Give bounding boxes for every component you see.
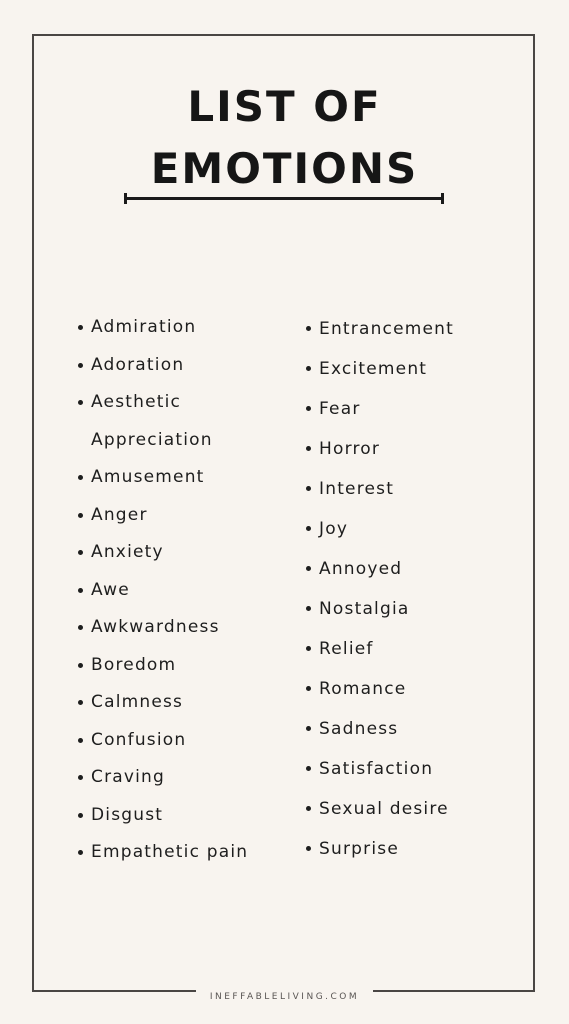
list-item: Fear xyxy=(306,389,526,429)
list-item: Empathetic pain xyxy=(78,834,288,872)
list-item: Boredom xyxy=(78,647,288,685)
list-item: Awkwardness xyxy=(78,609,288,647)
title-underline xyxy=(124,197,444,200)
list-item: Annoyed xyxy=(306,549,526,589)
list-item: Sexual desire xyxy=(306,789,526,829)
list-item: Satisfaction xyxy=(306,749,526,789)
list-item: Horror xyxy=(306,429,526,469)
list-item: Anger xyxy=(78,497,288,535)
emotion-list-right xyxy=(306,309,526,869)
list-item: Nostalgia xyxy=(306,589,526,629)
list-item: Confusion xyxy=(78,722,288,760)
list-item: Relief xyxy=(306,629,526,669)
page-title xyxy=(0,76,569,200)
title-line-1: LIST OF xyxy=(187,82,382,131)
list-item: Craving xyxy=(78,759,288,797)
list-item: Aesthetic Appreciation xyxy=(78,384,288,459)
list-item: Entrancement xyxy=(306,309,526,349)
title-line-2: EMOTIONS xyxy=(150,144,419,193)
list-item: Interest xyxy=(306,469,526,509)
emotion-list-left xyxy=(78,309,288,872)
list-item: Surprise xyxy=(306,829,526,869)
list-item: Anxiety xyxy=(78,534,288,572)
list-item: Joy xyxy=(306,509,526,549)
list-item: Awe xyxy=(78,572,288,610)
list-item: Calmness xyxy=(78,684,288,722)
list-item: Excitement xyxy=(306,349,526,389)
list-item: Admiration xyxy=(78,309,288,347)
list-item: Disgust xyxy=(78,797,288,835)
footer xyxy=(0,984,569,1006)
list-item: Amusement xyxy=(78,459,288,497)
list-item: Adoration xyxy=(78,347,288,385)
list-item: Sadness xyxy=(306,709,526,749)
footer-site-name: INEFFABLELIVING.COM xyxy=(196,988,373,1006)
list-item: Romance xyxy=(306,669,526,709)
